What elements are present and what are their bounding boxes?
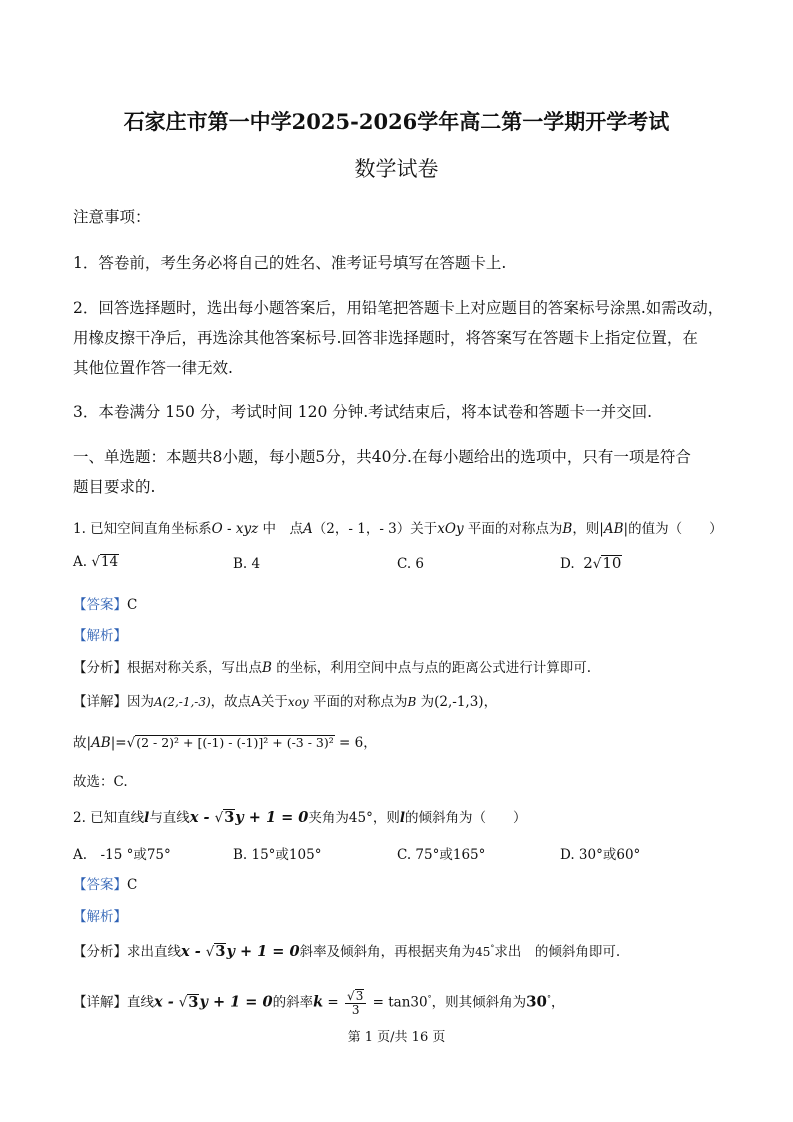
q2-option-c: C. 75°或165° (397, 847, 486, 863)
q1-option-d: D. 2√10 (560, 554, 622, 572)
q2-answer: 【答案】C (73, 877, 138, 893)
notes-heading: 注意事项： (73, 208, 151, 226)
section-heading-line-2: 题目要求的. (73, 478, 156, 496)
exam-title: 石家庄市第一中学2025-2026学年高二第一学期开学考试 (123, 109, 670, 134)
q2-option-d: D. 30°或60° (560, 847, 641, 863)
note-2-line-1: 2．回答选择题时，选出每小题答案后，用铅笔把答题卡上对应题目的答案标号涂黑.如需改动， (73, 299, 724, 317)
q1-option-c: C. 6 (397, 556, 425, 572)
q1-choose: 故选：C. (73, 774, 128, 790)
q2-detail: 【详解】直线x - √3y + 1 = 0的斜率k = $\frac{√3}{3}$ = tan30°，则其倾斜角为30°， (73, 989, 565, 1018)
note-2-line-2: 用橡皮擦干净后，再选涂其他答案标号.回答非选择题时，将答案写在答题卡上指定位置，在 (73, 329, 698, 347)
note-2-line-3: 其他位置作答一律无效. (73, 359, 233, 377)
q1-detail: 【详解】因为A(2,-1,-3)，故点A关于xoy 平面的对称点为B 为(2,-1,3)， (73, 694, 498, 710)
q1-answer: 【答案】C (73, 597, 138, 613)
fraction-sqrt3-over-3: $\frac{√3}{3}$ (345, 989, 366, 1017)
q1-stem: 1. 已知空间直角坐标系O - xyz 中 点A（2，- 1，- 3）关于xOy 平面的对称点为B，则|AB|的值为（ ） (73, 521, 723, 537)
q2-option-b: B. 15°或105° (233, 847, 322, 863)
q1-option-a: A. √14 (73, 554, 119, 570)
q2-analysis-tag: 【解析】 (73, 909, 127, 925)
q1-analysis-tag: 【解析】 (73, 628, 127, 644)
q2-fenxi: 【分析】求出直线x - √3y + 1 = 0斜率及倾斜角，再根据夹角为45°求出 的倾斜角即可. (73, 943, 621, 960)
section-heading-line-1: 一、单选题：本题共8小题，每小题5分，共40分.在每小题给出的选项中，只有一项是符合 (73, 448, 691, 466)
page-footer: 第 1 页/共 16 页 (347, 1030, 446, 1045)
note-3: 3．本卷满分 150 分，考试时间 120 分钟.考试结束后，将本试卷和答题卡一并交回. (73, 403, 653, 421)
q1-calculation: 故|AB|=√(2 - 2)² + [(-1) - (-1)]² + (-3 - 3)² = 6， (73, 735, 377, 751)
exam-subtitle: 数学试卷 (354, 157, 439, 181)
q1-option-b: B. 4 (233, 556, 261, 572)
q2-option-a: A. -15 °或75° (73, 847, 171, 863)
q1-fenxi: 【分析】根据对称关系，写出点B 的坐标，利用空间中点与点的距离公式进行计算即可. (73, 660, 592, 676)
q2-stem: 2. 已知直线l与直线x - √3y + 1 = 0夹角为45°，则l的倾斜角为（ ） (73, 809, 527, 826)
note-1: 1．答卷前，考生务必将自己的姓名、准考证号填写在答题卡上. (73, 254, 507, 272)
